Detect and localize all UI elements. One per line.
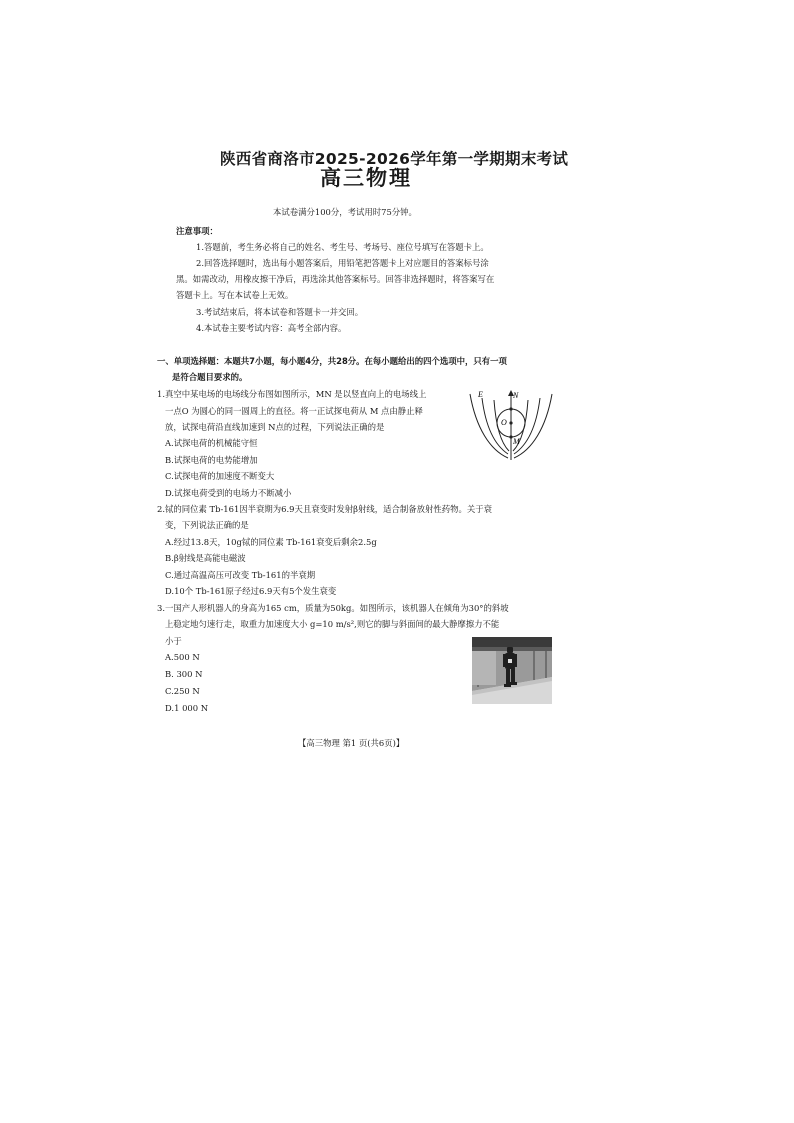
q1-stem-line: 放，试探电荷沿直线加速到 N点的过程，下列说法正确的是 [165, 422, 385, 432]
subject-title: 高三物理 [320, 166, 412, 190]
notice-line: 3.考试结束后，将本试卷和答题卡一并交回。 [196, 307, 364, 317]
q1-option-c: C.试探电荷的加速度不断变大 [165, 471, 275, 481]
q3-option-a: A.500 N [165, 652, 200, 662]
q3-option-d: D.1 000 N [165, 703, 209, 713]
q2-option-c: C.通过高温高压可改变 Tb-161的半衰期 [165, 570, 316, 580]
notice-line: 2.回答选择题时，选出每小题答案后，用铅笔把答题卡上对应题目的答案标号涂 [196, 258, 489, 268]
notice-line: 4.本试卷主要考试内容：高考全部内容。 [196, 323, 347, 333]
q3-stem-line: 3.一国产人形机器人的身高为165 cm，质量为50kg。如图所示，该机器人在倾角为30°的斜坡 [157, 603, 509, 613]
page-footer: 【高三物理 第1 页(共6页)】 [298, 738, 405, 748]
q2-stem-line: 变，下列说法正确的是 [165, 520, 249, 530]
exam-meta: 本试卷满分100分，考试用时75分钟。 [273, 207, 417, 217]
q1-option-d: D.试探电荷受到的电场力不断减小 [165, 488, 292, 498]
q2-option-b: B.β射线是高能电磁波 [165, 553, 246, 563]
section-heading: 一、单项选择题：本题共7小题，每小题4分，共28分。在每小题给出的四个选项中，只有一项 [157, 356, 507, 366]
q2-stem-line: 2.铽的同位素 Tb-161因半衰期为6.9天且衰变时发射β射线，适合制备放射性药物。关于衰 [157, 504, 492, 514]
q1-option-a: A.试探电荷的机械能守恒 [165, 438, 258, 448]
q2-option-a: A.经过13.8天，10g铽的同位素 Tb-161衰变后剩余2.5g [165, 537, 377, 547]
label-n: N [513, 391, 519, 400]
electric-field-diagram [468, 388, 554, 460]
q3-option-c: C.250 N [165, 686, 200, 696]
q2-option-d: D.10个 Tb-161原子经过6.9天有5个发生衰变 [165, 586, 337, 596]
notice-line: 答题卡上。写在本试卷上无效。 [176, 290, 294, 300]
robot-photo [472, 637, 552, 704]
q3-stem-line: 上稳定地匀速行走，取重力加速度大小 g=10 m/s²,则它的脚与斜面间的最大静摩擦力不能 [165, 619, 500, 629]
q3-option-b: B. 300 N [165, 669, 203, 679]
q1-stem-line: 一点O 为圆心的同一圆周上的直径。将一正试探电荷从 M 点由静止释 [165, 406, 423, 416]
label-o: O [501, 418, 507, 427]
q3-stem-line: 小于 [165, 636, 182, 646]
notice-line: 1.答题前，考生务必将自己的姓名、考生号、考场号、座位号填写在答题卡上。 [196, 242, 489, 252]
notice-line: 黑。如需改动，用橡皮擦干净后，再选涂其他答案标号。回答非选择题时，将答案写在 [176, 274, 495, 284]
label-e: E [478, 390, 483, 399]
label-m: M [513, 437, 520, 446]
exam-title: 陕西省商洛市2025-2026学年第一学期期末考试 [220, 150, 569, 168]
q1-stem-line: 1.真空中某电场的电场线分布图如图所示，MN 是以竖直向上的电场线上 [157, 389, 427, 399]
section-heading-cont: 是符合题目要求的。 [172, 372, 248, 382]
q1-option-b: B.试探电荷的电势能增加 [165, 455, 258, 465]
notice-heading: 注意事项： [176, 226, 218, 236]
